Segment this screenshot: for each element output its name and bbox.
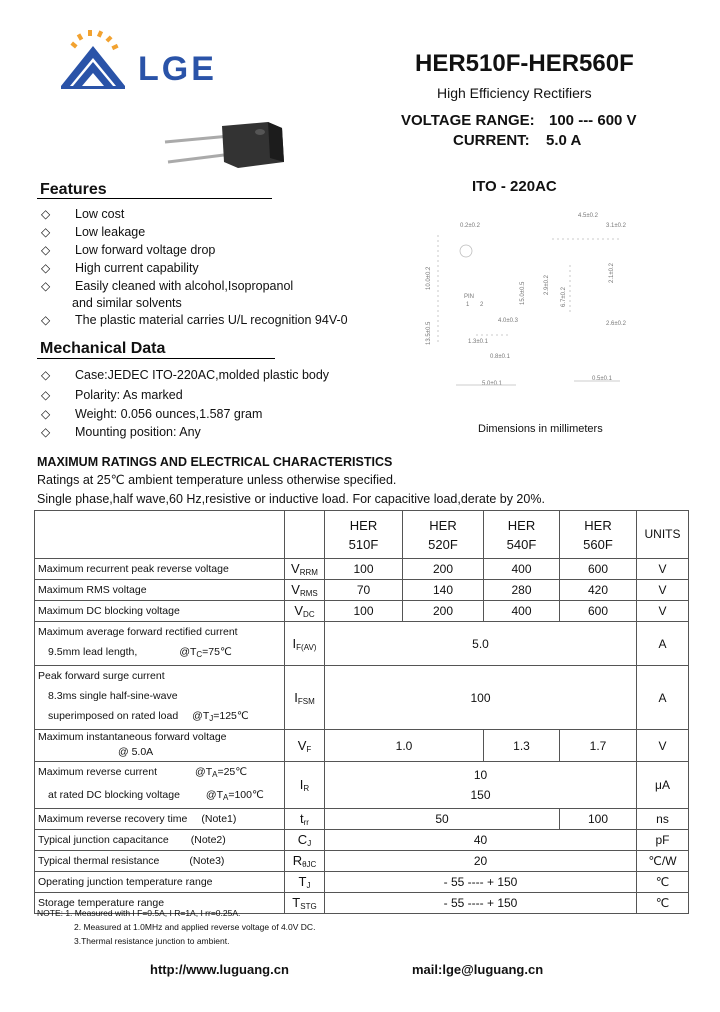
- dim-label: 0.5±0.1: [592, 376, 612, 382]
- list-item: ◇ The plastic material carries U/L recognition 94V-0: [41, 313, 348, 327]
- table-row: Storage temperature range $T_{STG}$ - 55 ---- + 150 ℃: [35, 893, 689, 914]
- table-row: Peak forward surge current 8.3ms single half-sine-wave superimposed on rated load $@T_J=125℃$ $I_{FSM}$ 100 A: [35, 666, 689, 730]
- dim-label: 1.3±0.1: [468, 339, 488, 345]
- dim-label: 3.1±0.2: [606, 223, 626, 229]
- header-blank: [35, 511, 285, 559]
- dim-label: 10.0±0.2: [426, 266, 432, 290]
- list-item: ◇ Low leakage: [41, 225, 146, 239]
- ratings-line-1: Ratings at 25℃ ambient temperature unless otherwise specified.: [37, 473, 397, 487]
- table-row: Maximum DC blocking voltage $V_{DC}$ 100 200 400 600 V: [35, 601, 689, 622]
- list-item: ◇ Easily cleaned with alcohol,Isopropanol and similar solvents: [41, 279, 294, 310]
- table-row: Maximum recurrent peak reverse voltage $V_{RRM}$ 100 200 400 600 V: [35, 559, 689, 580]
- features-underline: [37, 198, 272, 199]
- features-title: Features: [40, 181, 107, 198]
- list-item: ◇ Mounting position: Any: [41, 425, 201, 439]
- list-item: ◇ Polarity: As marked: [41, 388, 183, 402]
- table-row: Maximum average forward rectified current 9.5mm lead length, $@T_C=75℃$ $I_{F(AV)}$ 5.0 A: [35, 622, 689, 666]
- ratings-table: [34, 510, 689, 914]
- dim-label: 2.9±0.2: [544, 275, 550, 295]
- dimensions-note: Dimensions in millimeters: [478, 423, 603, 435]
- logo-mountain: [61, 46, 125, 89]
- note-1: NOTE: 1. Measured with I F=0.5A, I R=1A, I rr=0.25A.: [37, 908, 241, 918]
- dim-label: 2: [480, 302, 484, 308]
- package-image: [160, 118, 290, 178]
- dim-label: 0.8±0.1: [490, 354, 510, 360]
- table-row: Typical thermal resistance (Note3) $R_{\theta JC}$ 20 ℃/W: [35, 851, 689, 872]
- header-her560f: HER 560F: [560, 511, 637, 559]
- dim-label: 2.6±0.2: [606, 321, 626, 327]
- list-item: ◇ Weight: 0.056 ounces,1.587 gram: [41, 407, 263, 421]
- list-item: ◇ Low forward voltage drop: [41, 243, 216, 257]
- dim-label: 2.1±0.2: [609, 263, 615, 283]
- logo-text: LGE: [138, 50, 217, 88]
- ratings-title: MAXIMUM RATINGS AND ELECTRICAL CHARACTERISTICS: [37, 455, 393, 469]
- table-header-row: [35, 511, 689, 559]
- current-value: 5.0 A: [546, 132, 582, 149]
- dim-label: PIN: [464, 294, 475, 300]
- header-her540f: HER 540F: [484, 511, 560, 559]
- dim-label: 4.0±0.3: [498, 318, 518, 324]
- logo-sun-rays: [70, 30, 118, 50]
- table-row: Maximum instantaneous forward voltage @ 5.0A $V_F$ 1.0 1.3 1.7 V: [35, 730, 689, 762]
- page-subtitle: High Efficiency Rectifiers: [437, 85, 592, 101]
- header-her520f: HER 520F: [403, 511, 484, 559]
- table-row: Maximum reverse current $@T_A=25℃$ at rated DC blocking voltage $@T_A=100℃$ $I_R$ 10 150 μA: [35, 762, 689, 809]
- footer-email-link[interactable]: mail:lge@luguang.cn: [412, 962, 544, 977]
- header-her510f: HER 510F: [325, 511, 403, 559]
- package-name: ITO - 220AC: [472, 178, 557, 195]
- voltage-range-label: VOLTAGE RANGE:: [401, 112, 535, 129]
- footer-website-link[interactable]: http://www.luguang.cn: [150, 962, 289, 977]
- dim-label: 13.5±0.5: [426, 321, 432, 345]
- table-row: Maximum reverse recovery time (Note1) $t_{rr}$ 50 100 ns: [35, 809, 689, 830]
- mechanical-list: [41, 366, 329, 441]
- dim-label: 4.5±0.2: [578, 213, 598, 219]
- mechanical-underline: [37, 358, 275, 359]
- list-item: ◇ High current capability: [41, 261, 199, 275]
- list-item: ◇ Case:JEDEC ITO-220AC,molded plastic body: [41, 368, 330, 382]
- dim-label: 6.7±0.2: [561, 287, 567, 307]
- page-title: HER510F-HER560F: [415, 50, 634, 77]
- dim-label: 1: [466, 302, 470, 308]
- dim-label: 0.2±0.2: [460, 223, 480, 229]
- header-units: UNITS: [637, 511, 689, 559]
- voltage-range-value: 100 --- 600 V: [549, 112, 637, 129]
- current-label: CURRENT:: [453, 132, 530, 149]
- ratings-line-2: Single phase,half wave,60 Hz,resistive or inductive load. For capacitive load,derate by 20%.: [37, 492, 545, 506]
- note-2: 2. Measured at 1.0MHz and applied reverse voltage of 4.0V DC.: [74, 922, 316, 932]
- mechanical-title: Mechanical Data: [40, 340, 166, 357]
- package-dimension-drawing: [420, 205, 640, 405]
- list-item: ◇ Low cost: [41, 207, 125, 221]
- dim-label: 15.0±0.5: [520, 281, 526, 305]
- note-3: 3.Thermal resistance junction to ambient.: [74, 936, 230, 946]
- table-row: Operating junction temperature range $T_J$ - 55 ---- + 150 ℃: [35, 872, 689, 893]
- dim-label: 5.0±0.1: [482, 381, 502, 387]
- table-row: Maximum RMS voltage $V_{RMS}$ 70 140 280 420 V: [35, 580, 689, 601]
- table-row: Typical junction capacitance (Note2) $C_J$ 40 pF: [35, 830, 689, 851]
- notes: [37, 906, 315, 948]
- features-list: [41, 205, 348, 329]
- header-blank: [285, 511, 325, 559]
